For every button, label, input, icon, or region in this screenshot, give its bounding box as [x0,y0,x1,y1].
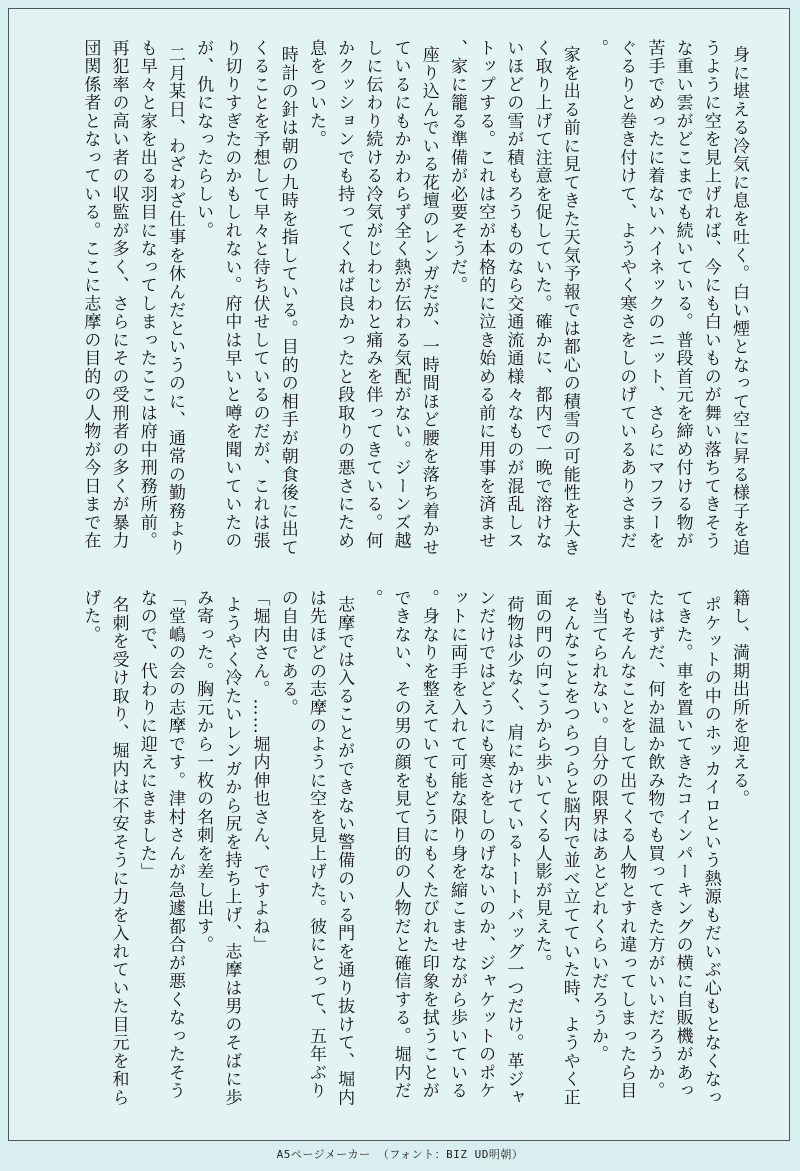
bottom-text-block: 籍し、満期出所を迎える。 ポケットの中のホッカイロという熱源もだいぶ心もとなくなってきた。車を置いてきたコインパーキングの横に自販機があったはずだ、何か温か飲み物でも買ってきた方がいいだろうか。でもそんなことをして出てくる人物とすれ違ってしまったら目も当てられない。自分の限界はあとどれくらいだろうか。 そんなことをつらつらと脳内で並べ立てていた時、ようやく正面の門の向こうから歩いてくる人影が見えた。 荷物は少なく、肩にかけているトートバッグ一つだけ。革ジャンだけではどうにも寒さをしのげないのか、ジャケットのポケットに両手を入れて可能な限り身を縮こませながら歩いている。身なりを整えていてもどうにもくたびれた印象を拭うことができない、その男の顔を見て目的の人物だと確信する。堀内だ。 志摩では入ることができない警備のいる門を通り抜けて、堀内は先ほどの志摩のように空を見上げた。彼にとって、五年ぶりの自由である。 「堀内さん。……堀内伸也さん、ですよね」 ようやく冷たいレンガから尻を持ち上げ、志摩は男のそばに歩み寄った。胸元から一枚の名刺を差し出す。 「堂嶋の会の志摩です。津村さんが急遽都合が悪くなったそうなので、代わりに迎えにきました」 名刺を受け取り、堀内は不安そうに力を入れていた目元を和らげた。 [80,589,749,1107]
top-text-block: 身に堪える冷気に息を吐く。白い煙となって空に昇る様子を追うように空を見上げれば、今にも白いものが舞い落ちてきそうな重い雲がどこまでも続いている。普段首元を締め付ける物が苦手でめったに着ないハイネックのニット、さらにマフラーをぐるりと巻き付けて、ようやく寒さをしのげているありさまだ。 家を出る前に見てきた天気予報では都心の積雪の可能性を大きく取り上げて注意を促していた。確かに、都内で一晩で溶けないほどの雪が積もろうものなら交通流通様々なものが混乱しストップする。これは空が本格的に泣き始める前に用事を済ませ、家に籠る準備が必要そうだ。 座り込んでいる花壇のレンガだが、一時間ほど腰を落ち着かせているにもかかわらず全く熱が伝わる気配がない。ジーンズ越しに伝わり続ける冷気がじわじわと痛みを伴ってきている。何かクッションでも持ってくれば良かったと段取りの悪さにため息をついた。 時計の針は朝の九時を指している。目的の相手が朝食後に出てくることを予想して早々と待ち伏せしているのだが、これは張り切りすぎたのかもしれない。府中は早いと噂を聞いていたのが、仇になったらしい。 二月某日、わざわざ仕事を休んだというのに、通常の勤務よりも早々と家を出る羽目になってしまったここは府中刑務所前。再犯率の高い者の収監が多く、さらにその受刑者の多くが暴力団関係者となっている。ここに志摩の目的の人物が今日まで在 [80,39,749,557]
footer-caption: A5ページメーカー （フォント：BIZ UD明朝） [276,1148,524,1161]
manuscript-page [8,8,790,1141]
